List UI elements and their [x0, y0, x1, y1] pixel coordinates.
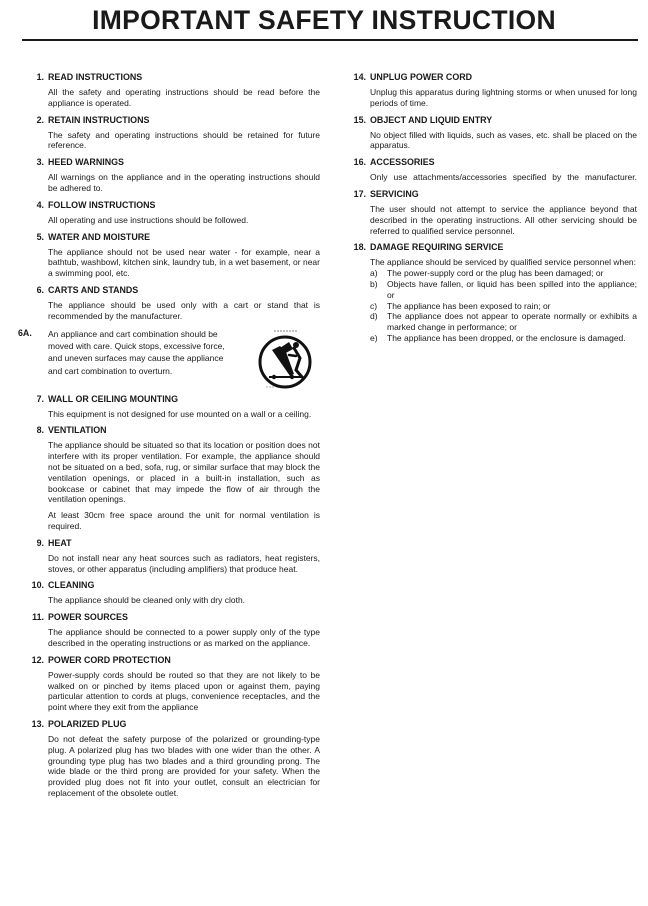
- section-retain-instructions: [22, 115, 320, 152]
- list-item-letter: c): [370, 300, 378, 311]
- section-heading: UNPLUG POWER CORD: [370, 72, 473, 82]
- section-number: 16.: [353, 157, 366, 168]
- section-cleaning: [22, 580, 320, 606]
- section-polarized-plug: [22, 719, 320, 799]
- section-wall-or-ceiling-mounting: [22, 394, 320, 420]
- section-number: 10.: [31, 580, 44, 591]
- section-heed-warnings: [22, 157, 320, 194]
- section-number: 9.: [36, 537, 44, 548]
- section-heading: ACCESSORIES: [370, 157, 435, 168]
- section-damage-requiring-service: [344, 242, 637, 343]
- section-number: 17.: [353, 188, 366, 199]
- section-heading: WATER AND MOISTURE: [48, 231, 151, 242]
- list-item: [370, 268, 637, 279]
- section-text: All operating and use instructions should be followed.: [48, 214, 249, 225]
- section-water-and-moisture: [22, 232, 320, 279]
- section-text: The user should not attempt to service the appliance beyond that described in the operating instructions. All other servicing should be referred to qualified service personnel.: [370, 203, 637, 236]
- title-divider: [22, 39, 638, 41]
- section-number: 3.: [36, 157, 44, 168]
- section-number: 18.: [353, 242, 366, 253]
- section-text: Only use attachments/accessories specified by the manufacturer.: [370, 172, 637, 183]
- section-power-cord-protection: [22, 655, 320, 713]
- section-text: Unplug this apparatus during lightning storms or when unused for long periods of time.: [370, 87, 637, 108]
- list-item-letter: a): [370, 268, 378, 279]
- section-object-and-liquid-entry: [344, 115, 637, 152]
- section-text: The appliance should be cleaned only with dry cloth.: [48, 595, 246, 606]
- section-number: 12.: [31, 654, 44, 665]
- section-text: All the safety and operating instructions should be read before the appliance is operated.: [48, 87, 320, 108]
- list-item-letter: d): [370, 311, 378, 322]
- section-number: 13.: [31, 718, 44, 729]
- section-number: 11.: [32, 612, 44, 623]
- section-heading: CLEANING: [48, 580, 95, 591]
- section-text: The appliance should not be used near water - for example, near a bathtub, washbowl, kitchen sink, laundry tub, in a wet basement, or near a swimming pool, etc.: [48, 246, 320, 279]
- section-heading: VENTILATION: [48, 425, 107, 436]
- damage-conditions-list: [370, 268, 637, 344]
- section-text: All warnings on the appliance and in the operating instructions should be adhered to.: [48, 172, 320, 193]
- right-column: [344, 72, 637, 344]
- section-text: The appliance should be used only with a cart or stand that is recommended by the manufacturer.: [48, 299, 320, 321]
- list-item-text: The appliance has been exposed to rain; or: [387, 300, 551, 311]
- section-number: 4.: [36, 199, 44, 210]
- section-heading: RETAIN INSTRUCTIONS: [48, 114, 150, 125]
- section-read-instructions: [22, 72, 320, 109]
- section-text: At least 30cm free space around the unit for normal ventilation is required.: [48, 510, 320, 531]
- section-servicing: [344, 189, 637, 236]
- section-carts-and-stands: [22, 285, 320, 322]
- section-heading: DAMAGE REQUIRING SERVICE: [370, 242, 504, 253]
- section-text: The appliance should be serviced by qualified service personnel when:: [370, 257, 637, 268]
- section-number: 5.: [36, 231, 44, 242]
- list-item-text: Objects have fallen, or liquid has been spilled into the appliance; or: [387, 278, 637, 300]
- section-power-sources: [22, 612, 320, 649]
- section-heading: HEAT: [48, 537, 72, 548]
- list-item: [370, 279, 637, 301]
- section-heading: POLARIZED PLUG: [48, 718, 127, 729]
- section-text: Power-supply cords should be routed so that they are not likely to be walked on or pinched by items placed upon or against them, paying particular attention to cords at plugs, convenience receptacles, and the point where they exit from the appliance: [48, 669, 320, 713]
- section-number: 7.: [36, 393, 44, 404]
- section-number: 8.: [36, 425, 44, 436]
- cart-warning-line: and cart combination to overturn.: [48, 365, 173, 376]
- list-item-text: The appliance has been dropped, or the enclosure is damaged.: [387, 332, 626, 343]
- section-text: The appliance should be connected to a power supply only of the type described in the operating instructions or as marked on the appliance.: [48, 627, 320, 648]
- list-item-text: The appliance does not appear to operate normally or exhibits a marked change in performance; or: [387, 311, 637, 333]
- section-number: 1.: [36, 72, 44, 82]
- section-heading: WALL OR CEILING MOUNTING: [48, 393, 178, 404]
- section-heading: POWER CORD PROTECTION: [48, 654, 171, 665]
- section-number: 15.: [353, 114, 366, 125]
- section-number: 6.: [36, 284, 44, 295]
- section-heading: HEED WARNINGS: [48, 157, 124, 168]
- section-number: 2.: [36, 114, 44, 125]
- section-heading: CARTS AND STANDS: [48, 284, 139, 295]
- list-item: [370, 311, 637, 333]
- section-follow-instructions: [22, 200, 320, 226]
- section-heading: POWER SOURCES: [48, 612, 128, 623]
- section-heading: FOLLOW INSTRUCTIONS: [48, 199, 156, 210]
- section-unplug-power-cord: [344, 72, 637, 109]
- section-accessories: [344, 157, 637, 183]
- section-text: The appliance should be situated so that its location or position does not interfere with its proper ventilation. For example, the appliance should not be situated on a bed, sofa, rug, or similar surface that may block the ventilation openings, or placed in a built-in installation, such as bookcase or cabinet that may impede the flow of air through the ventilation openings.: [48, 440, 320, 505]
- cart-warning-line: and uneven surfaces may cause the appliance: [48, 353, 224, 364]
- cart-tipover-warning-icon: [256, 328, 320, 390]
- section-number: 6A.: [18, 327, 32, 338]
- section-heading: READ INSTRUCTIONS: [48, 72, 143, 82]
- cart-warning-text: [48, 328, 248, 390]
- list-item-text: The power-supply cord or the plug has been damaged; or: [387, 268, 604, 279]
- section-cart-warning: [18, 327, 320, 390]
- section-text: Do not defeat the safety purpose of the polarized or grounding-type plug. A polarized plug has two blades with one wider than the other. A grounding type plug has two blades and a third grounding prong. The wide blade or the third prong are provided for your safety. When the provided plug does not fit into your outlet, consult an electrician for replacement of the obsolete outlet.: [48, 733, 320, 798]
- section-heading: SERVICING: [370, 188, 419, 199]
- list-item-letter: b): [370, 278, 378, 289]
- list-item-letter: e): [370, 332, 378, 343]
- page-title: IMPORTANT SAFETY INSTRUCTION: [92, 5, 556, 35]
- section-number: 14.: [353, 72, 366, 82]
- section-heading: OBJECT AND LIQUID ENTRY: [370, 114, 493, 125]
- section-text: This equipment is not designed for use mounted on a wall or a ceiling.: [48, 408, 312, 419]
- list-item: [370, 333, 637, 344]
- section-text: The safety and operating instructions should be retained for future reference.: [48, 129, 320, 151]
- section-text: Do not install near any heat sources such as radiators, heat registers, stoves, or other apparatus (including amplifiers) that produce heat.: [48, 552, 320, 574]
- cart-warning-line: An appliance and cart combination should be: [48, 328, 218, 339]
- cart-warning-line: moved with care. Quick stops, excessive force,: [48, 340, 225, 351]
- left-column: [18, 72, 320, 799]
- section-ventilation: [22, 425, 320, 531]
- list-item: [370, 301, 637, 312]
- section-text: No object filled with liquids, such as vases, etc. shall be placed on the apparatus.: [370, 129, 637, 151]
- section-heat: [22, 538, 320, 575]
